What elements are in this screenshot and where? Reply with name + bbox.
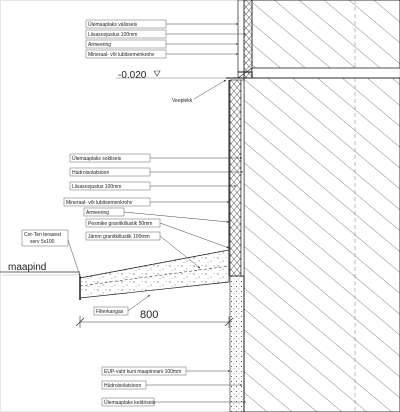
label-mid-6: Pesmike granitkillustik 50mm	[88, 221, 153, 227]
label-curb-1: Cor-Ten terasest	[24, 232, 61, 238]
label-mid-2: Hüdroisolatsioon	[72, 170, 110, 176]
level-text: -0.020	[118, 70, 147, 81]
label-curb-2: serv 5x100	[30, 239, 55, 245]
bottom-callouts	[102, 367, 246, 406]
label-top-1: Ülemaaplaks välisseis	[88, 22, 138, 28]
top-callouts	[86, 20, 246, 58]
label-ground: maapind	[8, 262, 47, 273]
label-filter: Filterkangas	[96, 309, 124, 315]
label-mid-7: Jämm granitkillustik 100mm	[88, 234, 150, 240]
label-mid-5: Armeering	[86, 210, 110, 216]
label-mid-4: Mineraal- või lubitsemenkrohv	[66, 200, 133, 206]
label-bottom-3: Ülemaaplaks keldriseis	[104, 400, 156, 406]
foundation-wall	[229, 78, 400, 412]
label-mid-1: Ülemaaplaks sokliseis	[72, 156, 122, 162]
label-top-3: Armeering	[88, 42, 112, 48]
label-mid-3: Liisasoojustus 100mm	[72, 184, 122, 190]
label-veeplekk: Veeplekk	[172, 98, 193, 104]
gravel-strip	[80, 250, 229, 300]
dimension-text: 800	[140, 309, 159, 321]
label-top-2: Liisasoojustus 100mm	[88, 32, 138, 38]
middle-callouts	[64, 154, 243, 268]
label-bottom-2: Hüdroisolatsioon	[104, 383, 142, 389]
label-bottom-1: EUP-vaht kuni maapinnani 100mm	[104, 369, 182, 375]
upper-wall	[238, 0, 400, 78]
label-top-4: Mineraal- või lubitsemenkrohv	[88, 52, 155, 58]
